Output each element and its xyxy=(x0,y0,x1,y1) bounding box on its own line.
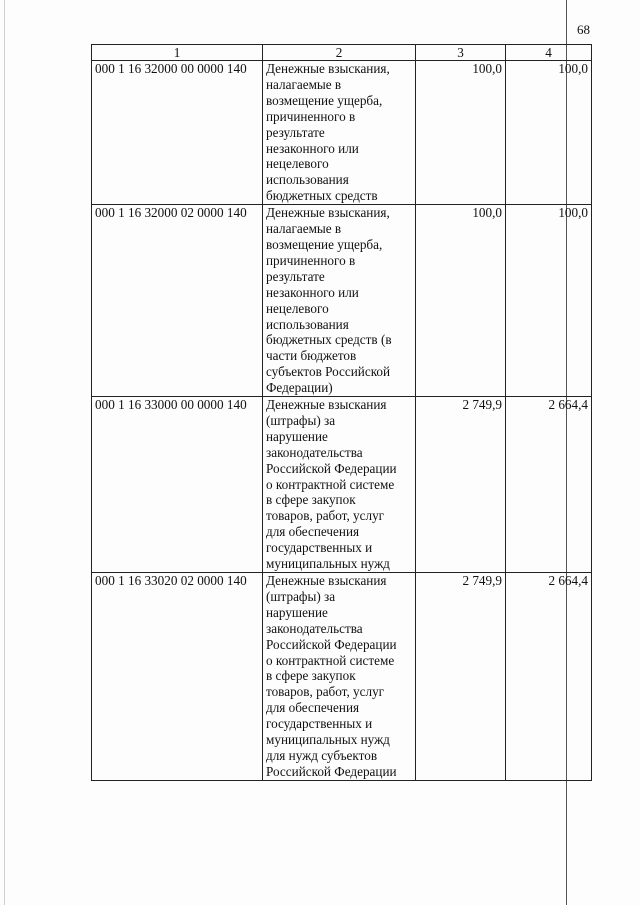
revenue-name-line: причиненного в xyxy=(266,108,356,124)
column-header-2: 2 xyxy=(263,45,416,61)
amount-col3-cell: 100,0 xyxy=(416,205,506,397)
revenue-name-line: нарушение xyxy=(266,428,328,444)
revenue-name-line: использования xyxy=(266,316,349,332)
revenue-name-line: Российской Федерации xyxy=(266,460,397,476)
revenue-name-cell xyxy=(263,205,416,397)
revenue-name-line: Денежные взыскания xyxy=(266,573,387,588)
revenue-name-line: возмещение ущерба, xyxy=(266,236,383,252)
revenue-name-line: о контрактной системе xyxy=(266,652,395,668)
revenue-name-line: бюджетных средств (в xyxy=(266,332,392,348)
revenue-name-line: для обеспечения xyxy=(266,700,360,716)
table-row xyxy=(92,397,592,573)
column-header-1: 1 xyxy=(92,45,263,61)
table-row xyxy=(92,61,592,205)
revenue-name-line: результате xyxy=(266,268,325,284)
table-row xyxy=(92,205,592,397)
revenue-name-line: законодательства xyxy=(266,620,363,636)
amount-col4-cell: 100,0 xyxy=(506,61,592,205)
budget-code-cell: 000 1 16 33000 00 0000 140 xyxy=(92,397,263,573)
budget-code-cell: 000 1 16 32000 00 0000 140 xyxy=(92,61,263,205)
revenue-name-line: государственных и xyxy=(266,540,373,556)
revenue-name-line: незаконного или xyxy=(266,140,359,156)
budget-table xyxy=(91,44,592,781)
revenue-name-line: о контрактной системе xyxy=(266,476,395,492)
revenue-name-line: Денежные взыскания xyxy=(266,397,387,413)
revenue-name-line: Денежные взыскания, xyxy=(266,205,390,221)
budget-code-cell: 000 1 16 32000 02 0000 140 xyxy=(92,205,263,397)
revenue-name-line: для нужд субъектов xyxy=(266,747,378,763)
revenue-name-line: субъектов Российской xyxy=(266,364,391,380)
revenue-name-line: незаконного или xyxy=(266,284,359,300)
revenue-name-line: нецелевого xyxy=(266,300,329,316)
revenue-name-cell xyxy=(263,397,416,573)
revenue-name-cell xyxy=(263,61,416,205)
revenue-name-cell xyxy=(263,573,416,781)
revenue-name-line: товаров, работ, услуг xyxy=(266,684,385,700)
column-header-3: 3 xyxy=(416,45,506,61)
revenue-name-line: (штрафы) за xyxy=(266,412,336,428)
amount-col3-cell: 2 749,9 xyxy=(416,573,506,781)
revenue-name-line: использования xyxy=(266,172,349,188)
revenue-name-line: для обеспечения xyxy=(266,524,360,540)
revenue-name-line: причиненного в xyxy=(266,252,356,268)
revenue-name-line: товаров, работ, услуг xyxy=(266,508,385,524)
amount-col4-cell: 100,0 xyxy=(506,205,592,397)
revenue-name-line: законодательства xyxy=(266,444,363,460)
revenue-name-line: результате xyxy=(266,124,325,140)
revenue-name-line: налагаемые в xyxy=(266,76,342,92)
amount-col3-cell: 2 749,9 xyxy=(416,397,506,573)
budget-code-cell: 000 1 16 33020 02 0000 140 xyxy=(92,573,263,781)
revenue-name-line: (штрафы) за xyxy=(266,588,336,604)
revenue-name-line: Денежные взыскания, xyxy=(266,61,390,76)
amount-col4-cell: 2 664,4 xyxy=(506,573,592,781)
revenue-name-line: бюджетных средств xyxy=(266,188,378,204)
revenue-name-line: нарушение xyxy=(266,604,328,620)
page-number: 68 xyxy=(577,22,590,37)
revenue-name-line: в сфере закупок xyxy=(266,668,356,684)
revenue-name-line: части бюджетов xyxy=(266,348,357,364)
revenue-name-line: возмещение ущерба, xyxy=(266,92,383,108)
scan-edge-line xyxy=(4,0,5,905)
amount-col4-cell: 2 664,4 xyxy=(506,397,592,573)
revenue-name-line: государственных и xyxy=(266,716,373,732)
table-row xyxy=(92,573,592,781)
revenue-name-line: Российской Федерации xyxy=(266,763,397,779)
revenue-name-line: муниципальных нужд xyxy=(266,556,390,572)
revenue-name-line: Российской Федерации xyxy=(266,636,397,652)
amount-col3-cell: 100,0 xyxy=(416,61,506,205)
revenue-name-line: Федерации) xyxy=(266,380,333,396)
revenue-name-line: нецелевого xyxy=(266,156,329,172)
table-header-row xyxy=(92,45,592,61)
revenue-name-line: налагаемые в xyxy=(266,221,342,237)
column-header-4: 4 xyxy=(506,45,592,61)
revenue-name-line: в сфере закупок xyxy=(266,492,356,508)
table-body xyxy=(92,61,592,781)
revenue-name-line: муниципальных нужд xyxy=(266,732,390,748)
